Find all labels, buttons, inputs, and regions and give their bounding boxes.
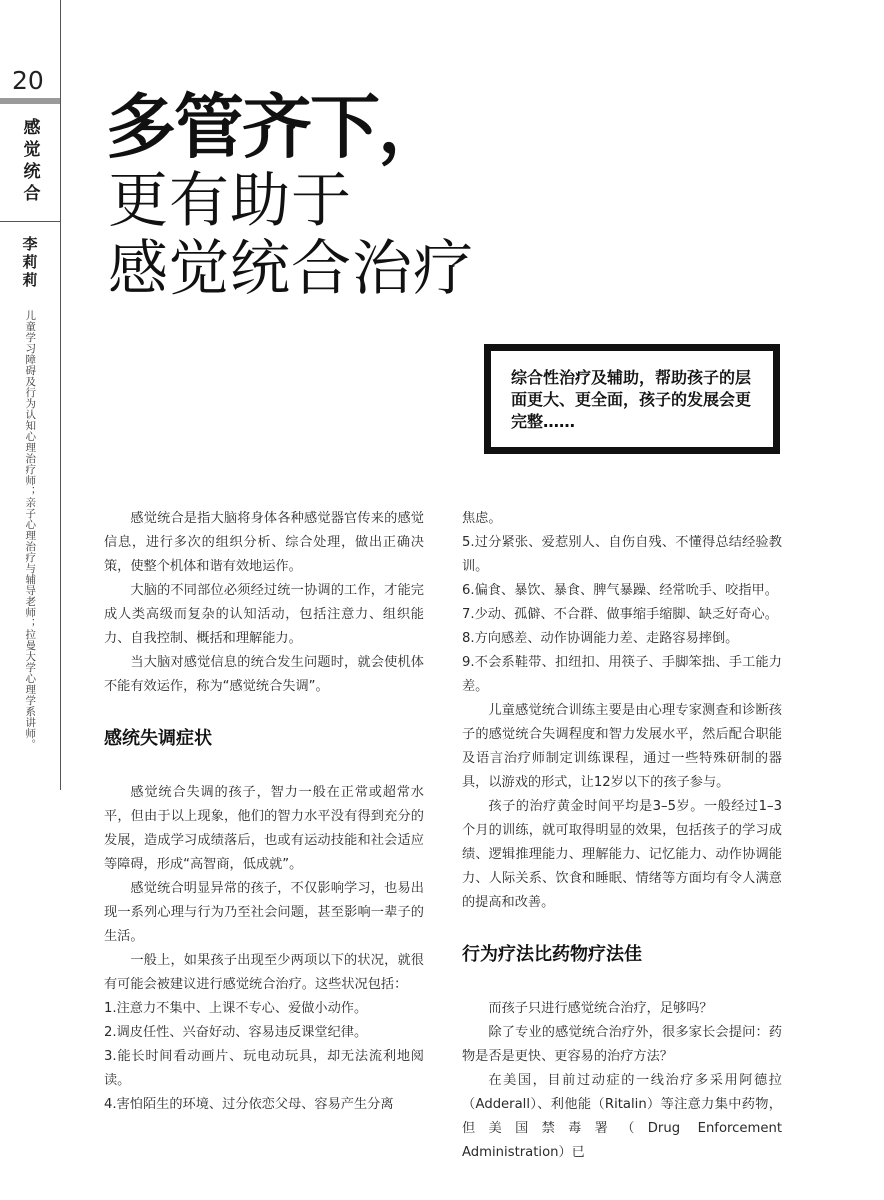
list-item: 5.过分紧张、爱惹别人、自伤自残、不懂得总结经验教训。: [462, 535, 782, 574]
paragraph: 而孩子只进行感觉统合治疗，足够吗？: [488, 1001, 713, 1016]
paragraph: 感觉统合明显异常的孩子，不仅影响学习，也易出现一系列心理与行为乃至社会问题，甚至影响一辈子的生活。: [104, 881, 424, 944]
list-item: 6.偏食、暴饮、暴食、脾气暴躁、经常吮手、咬指甲。: [462, 583, 778, 598]
paragraph: 一般上，如果孩子出现至少两项以下的状况，就很有可能会被建议进行感觉统合治疗。这些状况包括：: [104, 953, 424, 992]
list-item: 1.注意力不集中、上课不专心、爱做小动作。: [104, 1001, 368, 1016]
left-column: [104, 507, 424, 1117]
list-item: 焦虑。: [462, 511, 502, 526]
list-item: 3.能长时间看动画片、玩电动玩具，却无法流利地阅读。: [104, 1049, 424, 1088]
paragraph: 孩子的治疗黄金时间平均是3–5岁。一般经过1–3个月的训练，就可取得明显的效果，包括孩子的学习成绩、逻辑推理能力、理解能力、记忆能力、动作协调能力、人际关系、饮食和睡眠、情绪等方面均有令人满意的提高和改善。: [462, 799, 782, 910]
list-item: 2.调皮任性、兴奋好动、容易违反课堂纪律。: [104, 1025, 368, 1040]
margin-divider-line: [60, 0, 61, 790]
list-item: 4.害怕陌生的环境、过分依恋父母、容易产生分离: [104, 1097, 394, 1112]
paragraph: 感觉统合是指大脑将身体各种感觉器官传来的感觉信息，进行多次的组织分析、综合处理，做出正确决策，使整个机体和谐有效地运作。: [104, 511, 424, 574]
right-column: [462, 507, 782, 1165]
section-tag: 感觉统合: [19, 118, 40, 206]
section-heading: 行为疗法比药物疗法佳: [462, 944, 642, 965]
paragraph: 当大脑对感觉信息的统合发生问题时，就会使机体不能有效运作，称为“感觉统合失调”。: [104, 655, 424, 694]
section-divider-line: [0, 221, 60, 222]
section-heading: 感统失调症状: [104, 728, 212, 749]
title-line-3: 感觉统合治疗: [108, 234, 474, 304]
list-item: 8.方向感差、动作协调能力差、走路容易摔倒。: [462, 631, 739, 646]
list-item: 9.不会系鞋带、扣纽扣、用筷子、手脚笨拙、手工能力差。: [462, 655, 782, 694]
page-number-bar: [0, 98, 60, 104]
paragraph: 儿童感觉统合训练主要是由心理专家测查和诊断孩子的感觉统合失调程度和智力发展水平，然后配合职能及语言治疗师制定训练课程，通过一些特殊研制的器具，以游戏的形式，让12岁以下的孩子参与。: [462, 703, 782, 790]
author-bio: 儿童学习障碍及行为认知心理治疗师；亲子心理治疗与辅导老师；拉曼大学心理学系讲师。: [24, 310, 37, 750]
paragraph: 除了专业的感觉统合治疗外，很多家长会提问：药物是否是更快、更容易的治疗方法？: [462, 1025, 782, 1064]
page-number: 20: [12, 66, 44, 95]
paragraph: 感觉统合失调的孩子，智力一般在正常或超常水平，但由于以上现象，他们的智力水平没有得到充分的发展，造成学习成绩落后，也或有运动技能和社会适应等障碍，形成“高智商，低成就”。: [104, 785, 424, 872]
title-line-2: 更有助于: [108, 166, 352, 236]
paragraph: 在美国，目前过动症的一线治疗多采用阿德拉（Adderall）、利他能（Ritalin）等注意力集中药物，但美国禁毒署（Drug Enforcement Administration）已: [462, 1073, 782, 1160]
subtitle-box: [484, 344, 780, 454]
list-item: 7.少动、孤僻、不合群、做事缩手缩脚、缺乏好奇心。: [462, 607, 778, 622]
subtitle-text: 综合性治疗及辅助，帮助孩子的层面更大、更全面，孩子的发展会更完整……: [511, 368, 752, 431]
author-name: 李莉莉: [20, 236, 39, 290]
paragraph: 大脑的不同部位必须经过统一协调的工作，才能完成人类高级而复杂的认知活动，包括注意力、组织能力、自我控制、概括和理解能力。: [104, 583, 424, 646]
title-line-1: 多管齐下，: [106, 86, 446, 168]
